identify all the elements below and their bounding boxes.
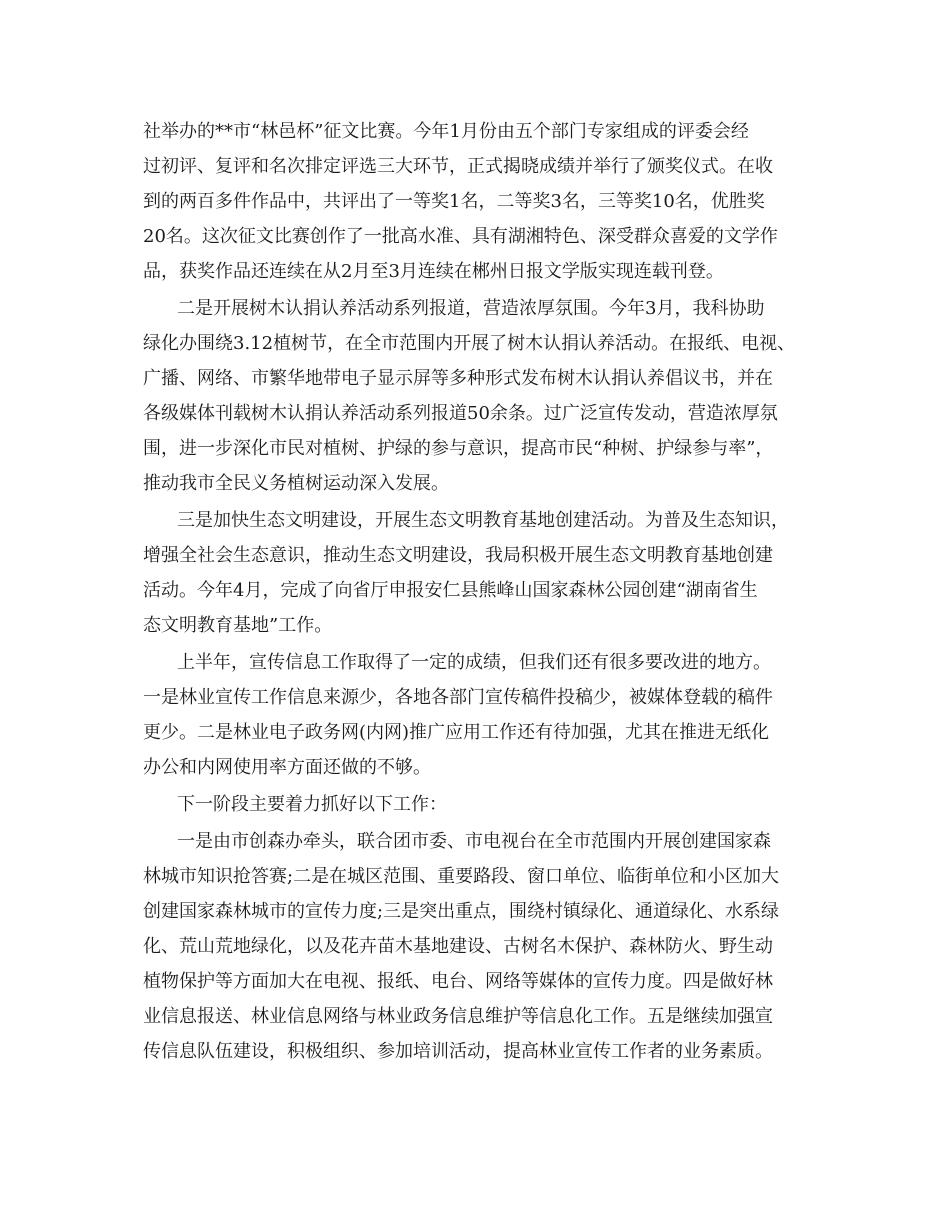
text-line: 广播、网络、市繁华地带电子显示屏等多种形式发布树木认捐认养倡议书，并在 xyxy=(143,368,773,389)
text-line: 植物保护等方面加大在电视、报纸、电台、网络等媒体的宣传力度。四是做好林 xyxy=(143,971,773,992)
text-line: 办公和内网使用率方面还做的不够。 xyxy=(143,757,431,778)
text-line: 三是加快生态文明建设，开展生态文明教育基地创建活动。为普及生态知识， xyxy=(177,510,789,531)
text-line: 品，获奖作品还连续在从2月至3月连续在郴州日报文学版实现连载刊登。 xyxy=(143,261,724,282)
text-line: 增强全社会生态意识，推动生态文明建设，我局积极开展生态文明教育基地创建 xyxy=(143,545,773,566)
text-line: 化、荒山荒地绿化，以及花卉苗木基地建设、古树名木保护、森林防火、野生动 xyxy=(143,936,773,957)
text-line: 围，进一步深化市民对植树、护绿的参与意识，提高市民“种树、护绿参与率”， xyxy=(143,438,774,459)
text-line: 创建国家森林城市的宣传力度;三是突出重点，围绕村镇绿化、通道绿化、水系绿 xyxy=(143,901,780,922)
text-line: 下一阶段主要着力抓好以下工作： xyxy=(177,794,447,815)
text-line: 20名。这次征文比赛创作了一批高水准、具有湖湘特色、深受群众喜爱的文学作 xyxy=(143,226,778,247)
text-line: 态文明教育基地”工作。 xyxy=(143,615,333,636)
text-line: 更少。二是林业电子政务网(内网)推广应用工作还有待加强，尤其在推进无纸化 xyxy=(143,722,770,743)
text-line: 传信息队伍建设，积极组织、参加培训活动，提高林业宣传工作者的业务素质。 xyxy=(143,1041,773,1062)
text-line: 绿化办围绕3.12植树节，在全市范围内开展了树木认捐认养活动。在报纸、电视、 xyxy=(143,333,796,354)
text-line: 活动。今年4月，完成了向省厅申报安仁县熊峰山国家森林公园创建“湖南省生 xyxy=(143,580,758,601)
text-line: 推动我市全民义务植树运动深入发展。 xyxy=(143,473,449,494)
text-line: 一是林业宣传工作信息来源少，各地各部门宣传稿件投稿少，被媒体登载的稿件 xyxy=(143,687,773,708)
text-line: 业信息报送、林业信息网络与林业政务信息维护等信息化工作。五是继续加强宣 xyxy=(143,1006,773,1027)
text-line: 一是由市创森办牵头，联合团市委、市电视台在全市范围内开展创建国家森 xyxy=(177,831,771,852)
text-line: 二是开展树木认捐认养活动系列报道，营造浓厚氛围。今年3月，我科协助 xyxy=(177,298,765,319)
text-line: 林城市知识抢答赛;二是在城区范围、重要路段、窗口单位、临街单位和小区加大 xyxy=(143,866,780,887)
text-line: 各级媒体刊载树木认捐认养活动系列报道50余条。过广泛宣传发动，营造浓厚氛 xyxy=(143,403,778,424)
text-line: 社举办的**市“林邑杯”征文比赛。今年1月份由五个部门专家组成的评委会经 xyxy=(143,121,749,142)
text-line: 到的两百多件作品中，共评出了一等奖1名，二等奖3名，三等奖10名，优胜奖 xyxy=(143,191,765,212)
text-line: 过初评、复评和名次排定评选三大环节，正式揭晓成绩并举行了颁奖仪式。在收 xyxy=(143,156,773,177)
text-line: 上半年，宣传信息工作取得了一定的成绩，但我们还有很多要改进的地方。 xyxy=(177,652,771,673)
